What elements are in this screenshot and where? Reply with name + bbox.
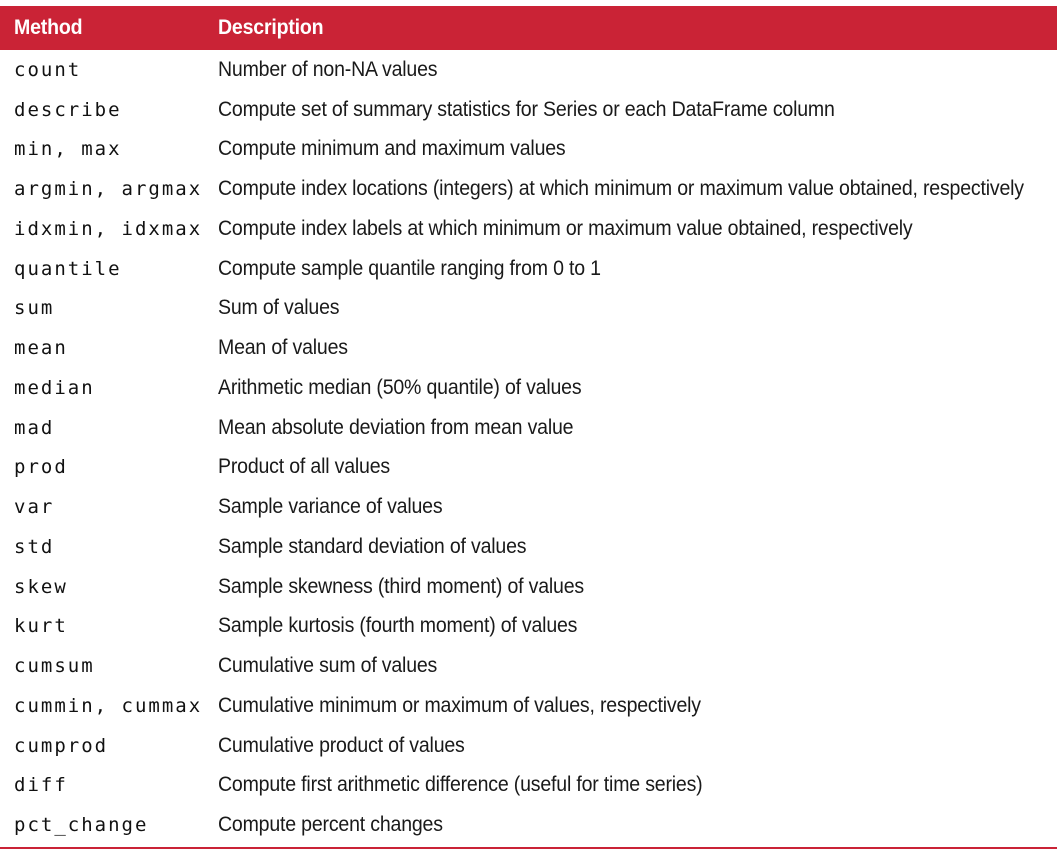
- description-text: Arithmetic median (50% quantile) of values: [218, 375, 582, 399]
- description-text: Compute index labels at which minimum or maximum value obtained, respectively: [218, 216, 913, 240]
- method-cell: [0, 297, 218, 319]
- table-row: [0, 408, 1057, 448]
- table-row: [0, 50, 1057, 90]
- table-row: [0, 249, 1057, 289]
- method-cell: [0, 258, 218, 280]
- method-name: idxmin, idxmax: [14, 217, 203, 240]
- description-cell: [218, 98, 1057, 122]
- method-cell: [0, 774, 218, 796]
- method-name: sum: [14, 297, 55, 320]
- description-text: Compute set of summary statistics for Series or each DataFrame column: [218, 97, 835, 121]
- description-text: Cumulative minimum or maximum of values, respectively: [218, 693, 701, 717]
- table-row: [0, 726, 1057, 766]
- table-row: [0, 686, 1057, 726]
- description-cell: [218, 455, 1057, 479]
- description-text: Sample standard deviation of values: [218, 534, 527, 558]
- table-row: [0, 368, 1057, 408]
- method-name: median: [14, 376, 95, 399]
- description-cell: [218, 137, 1057, 161]
- table-row: [0, 487, 1057, 527]
- description-cell: [218, 575, 1057, 599]
- method-cell: [0, 99, 218, 121]
- table-row: [0, 567, 1057, 607]
- description-text: Cumulative product of values: [218, 733, 465, 757]
- method-name: count: [14, 58, 82, 81]
- method-name: pct_change: [14, 814, 149, 837]
- method-name: skew: [14, 575, 68, 598]
- table-row: [0, 766, 1057, 806]
- column-header-description-label: Description: [218, 16, 324, 39]
- method-cell: [0, 814, 218, 836]
- method-name: prod: [14, 456, 68, 479]
- description-cell: [218, 773, 1057, 797]
- method-cell: [0, 417, 218, 439]
- table-row: [0, 289, 1057, 329]
- description-cell: [218, 535, 1057, 559]
- description-cell: [218, 376, 1057, 400]
- description-cell: [218, 257, 1057, 281]
- description-cell: [218, 336, 1057, 360]
- method-cell: [0, 377, 218, 399]
- description-cell: [218, 177, 1057, 201]
- method-cell: [0, 576, 218, 598]
- description-text: Sample kurtosis (fourth moment) of values: [218, 614, 578, 638]
- table-row: [0, 209, 1057, 249]
- table-row: [0, 328, 1057, 368]
- method-cell: [0, 337, 218, 359]
- description-cell: [218, 495, 1057, 519]
- method-cell: [0, 615, 218, 637]
- table-bottom-rule: [0, 847, 1057, 849]
- method-cell: [0, 138, 218, 160]
- description-text: Mean absolute deviation from mean value: [218, 415, 574, 439]
- method-cell: [0, 496, 218, 518]
- method-name: min, max: [14, 138, 122, 161]
- description-text: Sample variance of values: [218, 495, 443, 519]
- method-cell: [0, 178, 218, 200]
- description-text: Compute sample quantile ranging from 0 to 1: [218, 256, 601, 280]
- description-cell: [218, 694, 1057, 718]
- method-name: mad: [14, 416, 55, 439]
- description-cell: [218, 734, 1057, 758]
- table-row: [0, 448, 1057, 488]
- method-cell: [0, 735, 218, 757]
- description-text: Product of all values: [218, 455, 390, 479]
- method-name: kurt: [14, 615, 68, 638]
- table-row: [0, 90, 1057, 130]
- description-text: Sum of values: [218, 296, 340, 320]
- method-cell: [0, 59, 218, 81]
- method-name: argmin, argmax: [14, 178, 203, 201]
- method-name: cummin, cummax: [14, 694, 203, 717]
- description-cell: [218, 217, 1057, 241]
- method-name: cumprod: [14, 734, 109, 757]
- description-text: Compute index locations (integers) at which minimum or maximum value obtained, respectively: [218, 177, 1024, 201]
- description-text: Mean of values: [218, 336, 348, 360]
- column-header-description: [218, 16, 1057, 40]
- description-text: Number of non-NA values: [218, 57, 438, 81]
- description-text: Compute first arithmetic difference (useful for time series): [218, 773, 703, 797]
- method-name: cumsum: [14, 655, 95, 678]
- table-row: [0, 805, 1057, 845]
- table-row: [0, 646, 1057, 686]
- table-body: [0, 50, 1057, 845]
- table-row: [0, 607, 1057, 647]
- method-name: std: [14, 535, 55, 558]
- method-name: quantile: [14, 257, 122, 280]
- table-row: [0, 169, 1057, 209]
- description-text: Cumulative sum of values: [218, 654, 438, 678]
- table-header-row: [0, 6, 1057, 50]
- column-header-method: [0, 16, 218, 40]
- method-cell: [0, 218, 218, 240]
- method-cell: [0, 695, 218, 717]
- description-text: Sample skewness (third moment) of values: [218, 574, 584, 598]
- method-cell: [0, 456, 218, 478]
- method-name: var: [14, 496, 55, 519]
- table-row: [0, 130, 1057, 170]
- description-cell: [218, 614, 1057, 638]
- description-cell: [218, 296, 1057, 320]
- table-row: [0, 527, 1057, 567]
- method-cell: [0, 536, 218, 558]
- method-cell: [0, 655, 218, 677]
- description-text: Compute percent changes: [218, 813, 443, 837]
- method-name: mean: [14, 337, 68, 360]
- column-header-method-label: Method: [14, 16, 83, 39]
- description-cell: [218, 58, 1057, 82]
- method-name: diff: [14, 774, 68, 797]
- description-cell: [218, 813, 1057, 837]
- description-cell: [218, 654, 1057, 678]
- description-text: Compute minimum and maximum values: [218, 137, 566, 161]
- method-name: describe: [14, 98, 122, 121]
- description-cell: [218, 416, 1057, 440]
